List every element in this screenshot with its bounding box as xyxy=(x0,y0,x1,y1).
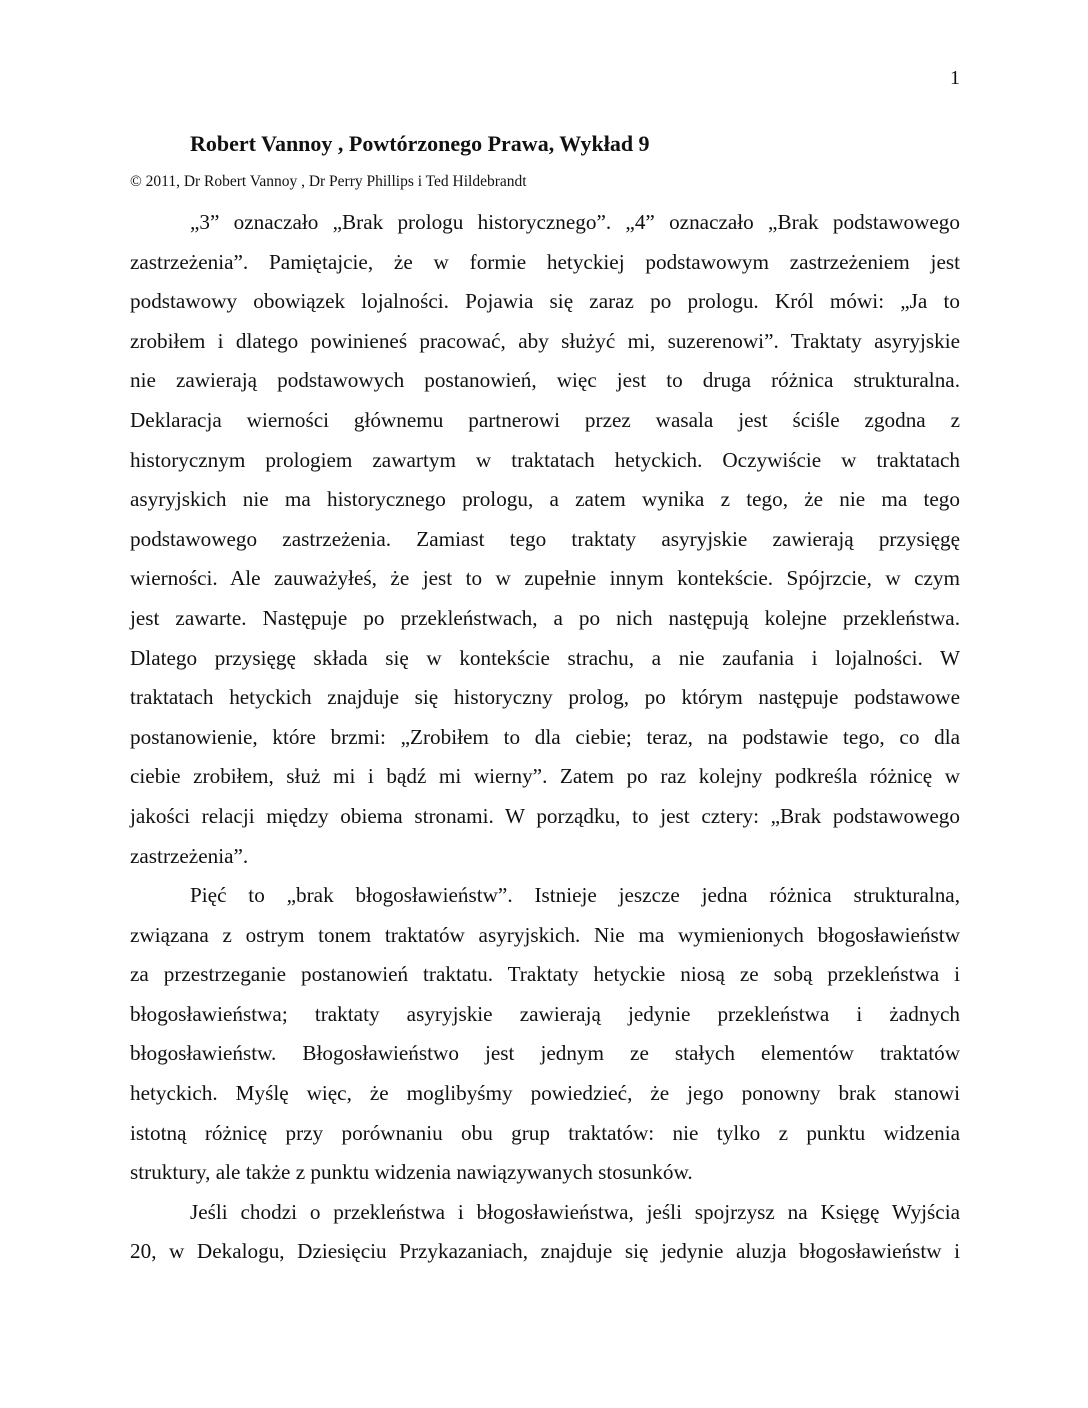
text-line: ciebie zrobiłem, służ mi i bądź mi wierny”. Zatem po raz kolejny podkreśla różnicę w xyxy=(130,764,960,789)
text-line: zastrzeżenia”. xyxy=(130,843,249,868)
text-line: zastrzeżenia”. Pamiętajcie, że w formie hetyckiej podstawowym zastrzeżeniem jest xyxy=(130,249,960,274)
document-title: Robert Vannoy , Powtórzonego Prawa, Wykład 9 xyxy=(190,131,650,156)
text-line: błogosławieństw. Błogosławieństwo jest jednym ze stałych elementów traktatów xyxy=(130,1041,960,1066)
page-number: 1 xyxy=(950,67,960,89)
copyright-line: © 2011, Dr Robert Vannoy , Dr Perry Phillips i Ted Hildebrandt xyxy=(130,173,527,190)
text-line: Jeśli chodzi o przekleństwa i błogosławieństwa, jeśli spojrzysz na Księgę Wyjścia xyxy=(190,1199,960,1224)
text-line: 20, w Dekalogu, Dziesięciu Przykazaniach, znajduje się jedynie aluzja błogosławieństw i xyxy=(130,1239,960,1264)
text-line: historycznym prologiem zawartym w traktatach hetyckich. Oczywiście w traktatach xyxy=(130,447,960,472)
text-line: postanowienie, które brzmi: „Zrobiłem to dla ciebie; teraz, na podstawie tego, co dla xyxy=(130,724,960,749)
paragraph xyxy=(130,1193,960,1272)
text-line: wierności. Ale zauważyłeś, że jest to w zupełnie innym kontekście. Spójrzcie, w czym xyxy=(130,566,960,591)
text-line: jest zawarte. Następuje po przekleństwach, a po nich następują kolejne przekleństwa. xyxy=(130,605,960,630)
text-line: Deklaracja wierności głównemu partnerowi przez wasala jest ściśle zgodna z xyxy=(130,407,960,432)
paragraph xyxy=(130,203,960,876)
text-line: istotną różnicę przy porównaniu obu grup traktatów: nie tylko z punktu widzenia xyxy=(130,1120,960,1145)
text-line: traktatach hetyckich znajduje się historyczny prolog, po którym następuje podstawowe xyxy=(130,685,960,710)
text-line: jakości relacji między obiema stronami. W porządku, to jest cztery: „Brak podstawowego xyxy=(130,803,960,828)
text-line: struktury, ale także z punktu widzenia nawiązywanych stosunków. xyxy=(130,1160,693,1185)
body-text xyxy=(130,203,960,1272)
text-line: „3” oznaczało „Brak prologu historycznego”. „4” oznaczało „Brak podstawowego xyxy=(190,210,960,234)
text-line: podstawowego zastrzeżenia. Zamiast tego traktaty asyryjskie zawierają przysięgę xyxy=(130,526,960,551)
text-line: Pięć to „brak błogosławieństw”. Istnieje jeszcze jedna różnica strukturalna, xyxy=(190,883,960,908)
text-line: związana z ostrym tonem traktatów asyryjskich. Nie ma wymienionych błogosławieństw xyxy=(130,922,960,947)
text-line: błogosławieństwa; traktaty asyryjskie zawierają jedynie przekleństwa i żadnych xyxy=(130,1001,960,1026)
text-line: za przestrzeganie postanowień traktatu. Traktaty hetyckie niosą ze sobą przekleństwa i xyxy=(130,962,960,987)
paragraph xyxy=(130,876,960,1193)
text-line: asyryjskich nie ma historycznego prologu, a zatem wynika z tego, że nie ma tego xyxy=(130,487,960,512)
text-line: nie zawierają podstawowych postanowień, więc jest to druga różnica strukturalna. xyxy=(130,368,960,393)
text-line: hetyckich. Myślę więc, że moglibyśmy powiedzieć, że jego ponowny brak stanowi xyxy=(130,1081,960,1106)
text-line: zrobiłem i dlatego powinieneś pracować, aby służyć mi, suzerenowi”. Traktaty asyryjskie xyxy=(130,328,960,353)
text-line: podstawowy obowiązek lojalności. Pojawia się zaraz po prologu. Król mówi: „Ja to xyxy=(130,289,960,314)
text-line: Dlatego przysięgę składa się w kontekście strachu, a nie zaufania i lojalności. W xyxy=(130,645,960,670)
